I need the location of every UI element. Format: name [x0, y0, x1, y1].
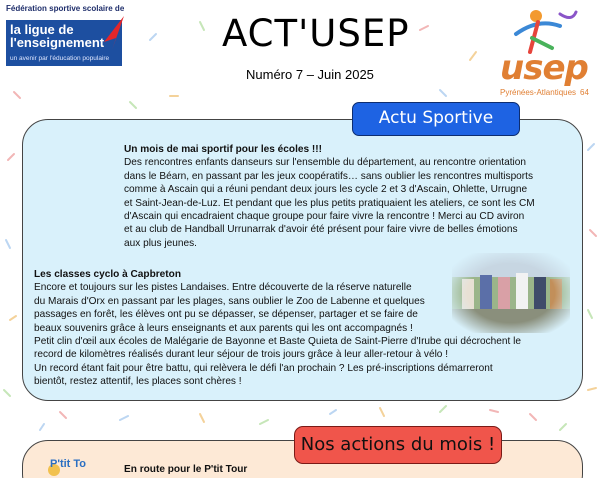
usep-wordmark: usep [500, 48, 588, 88]
issue-number: Numéro 7 – Juin 2025 [246, 67, 374, 82]
article1-heading: Un mois de mai sportif pour les écoles !!! [124, 144, 322, 155]
article2-line: du Marais d'Orx en passant par les plages, sans oublier le Zoo de Labenne et quelques [34, 295, 425, 307]
article2-line: record de kilomètres réalisés durant leur séjour de trois jours grâce à leur aller-retour à vélo ! [34, 349, 449, 361]
nos-actions-tag: Nos actions du mois ! [294, 426, 502, 464]
article2-heading: Les classes cyclo à Capbreton [34, 269, 181, 280]
usep-logo [490, 8, 596, 100]
actu-sportive-tag: Actu Sportive [352, 102, 520, 136]
article1-line: Des rencontres enfants danseurs sur l'ensemble du département, au rencontre orientation [124, 157, 526, 169]
article1-line: et au club de Handball Urrunarrak d'avoir été présent pour faire vivre de belles émotions [124, 224, 518, 236]
usep-department-number: 64 [580, 88, 589, 97]
newsletter-title: ACT'USEP [222, 12, 410, 55]
article1-line: d'Ascain qui encadraient chaque groupe pour faire vivre la rencontre ! Merci au CD aviron [124, 211, 525, 223]
article2-line: Petit clin d'œil aux écoles de Malégarie de Bayonne et Baste Quieta de Saint-Pierre d'Irube qui décrochent le [34, 336, 521, 348]
article1-line: dans le Béarn, en passant par les jeux coopératifs… sans oublier les rencontres multisports [124, 170, 534, 182]
article2 [34, 268, 574, 389]
article2-line: Un record étant fait pour être battu, qui relèvera le défi l'an prochain ? Les pré-inscriptions démarreront [34, 362, 493, 374]
dance-photo [34, 140, 114, 252]
ligue-name-line1: la ligue de [10, 22, 74, 37]
red-triangle-icon [102, 16, 126, 50]
article1-line: et Saint-Jean-de-Luz. Et pendant que les plus petits pratiquaient les ateliers, ce sont les CM [124, 197, 535, 209]
ptit-tour-logo [44, 454, 104, 478]
ligue-enseignement-logo [6, 4, 124, 70]
actions-article-heading: En route pour le P'tit Tour [124, 464, 248, 475]
ligue-name-line2: l'enseignement [10, 35, 105, 50]
ligue-top-text: Fédération sportive scolaire de [6, 4, 125, 13]
article1-line: aux plus jeunes. [124, 237, 197, 249]
ptit-tour-logo-text: P'tit To [50, 458, 87, 470]
newsletter-header [0, 0, 600, 110]
article1-line: comme à Ascain qui a réuni pendant deux jours les cycle 2 et 3 d'Ascain, Ohlette, Urrugne [124, 184, 528, 196]
article2-line: passages en forêt, les élèves ont pu se dépasser, se dépenser, partager et se faire de [34, 309, 418, 321]
article2-line: Encore et toujours sur les pistes Landaises. Entre découverte de la réserve naturelle [34, 282, 412, 294]
article1 [124, 143, 580, 250]
article2-line: bientôt, restez attentif, les places sont chères ! [34, 376, 242, 388]
usep-region: Pyrénées-Atlantiques [500, 88, 577, 97]
ligue-tagline: un avenir par l'éducation populaire [10, 55, 110, 62]
article2-line: beaux souvenirs grâce à leurs enseignants et aux parents qui les ont accompagnés ! [34, 322, 413, 334]
